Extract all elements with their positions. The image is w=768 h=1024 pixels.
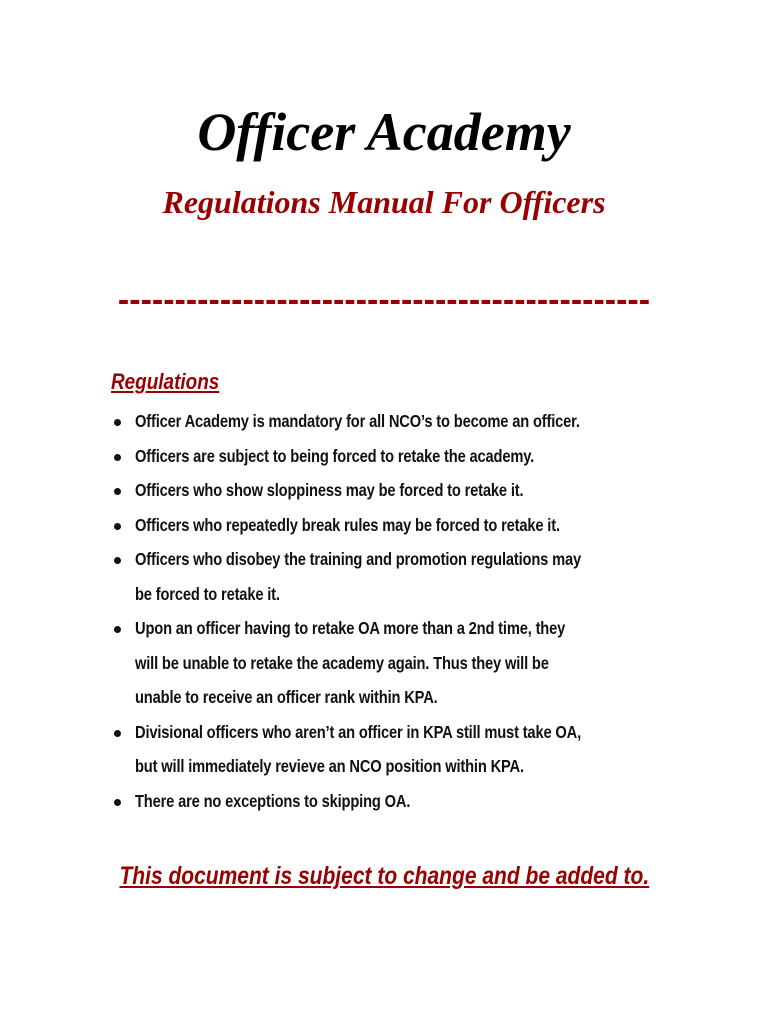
list-item	[100, 611, 700, 715]
bullet-icon	[114, 626, 121, 633]
list-item-line: will be unable to retake the academy again. Thus they will be	[135, 652, 549, 673]
list-item-line: Divisional officers who aren’t an officer in KPA still must take OA,	[135, 721, 582, 742]
regulations-list	[100, 404, 700, 818]
list-item-line: There are no exceptions to skipping OA.	[135, 790, 411, 811]
list-item-text	[135, 439, 673, 474]
list-item	[100, 784, 700, 819]
list-item-line: be forced to retake it.	[135, 583, 280, 604]
list-item-text	[135, 784, 673, 819]
list-item-line: Officers who repeatedly break rules may be forced to retake it.	[135, 514, 560, 535]
document-title: Officer Academy	[197, 102, 571, 162]
section-heading-regulations: Regulations	[111, 369, 220, 394]
list-item	[100, 473, 700, 508]
bullet-icon	[114, 557, 121, 564]
list-item-text	[135, 715, 673, 784]
list-item-line: Officer Academy is mandatory for all NCO’s to become an officer.	[135, 411, 580, 431]
footer-note-text: This document is subject to change and be added to.	[119, 862, 649, 890]
list-item	[100, 542, 700, 611]
bullet-icon	[114, 730, 121, 737]
list-item-line: but will immediately revieve an NCO position within KPA.	[135, 756, 524, 776]
bullet-icon	[114, 523, 121, 530]
list-item-line: Officers who disobey the training and promotion regulations may	[135, 549, 581, 569]
bullet-icon	[114, 488, 121, 495]
list-item	[100, 439, 700, 474]
list-item-text	[135, 404, 673, 439]
list-item-line: Officers who show sloppiness may be forced to retake it.	[135, 480, 524, 500]
list-item-text	[135, 508, 673, 543]
bullet-icon	[114, 419, 121, 426]
list-item-text	[135, 542, 673, 611]
list-item-line: Officers are subject to being forced to retake the academy.	[135, 445, 535, 466]
dashed-divider: -----------------------------------------------	[117, 281, 651, 319]
list-item	[100, 715, 700, 784]
list-item-line: unable to receive an officer rank within KPA.	[135, 687, 438, 707]
list-item-text	[135, 473, 673, 508]
bullet-icon	[114, 454, 121, 461]
list-item	[100, 404, 700, 439]
list-item-line: Upon an officer having to retake OA more than a 2nd time, they	[135, 618, 566, 638]
footer-note	[0, 858, 768, 894]
list-item	[100, 508, 700, 543]
bullet-icon	[114, 799, 121, 806]
list-item-text	[135, 611, 673, 715]
document-subtitle: Regulations Manual For Officers	[162, 184, 606, 220]
